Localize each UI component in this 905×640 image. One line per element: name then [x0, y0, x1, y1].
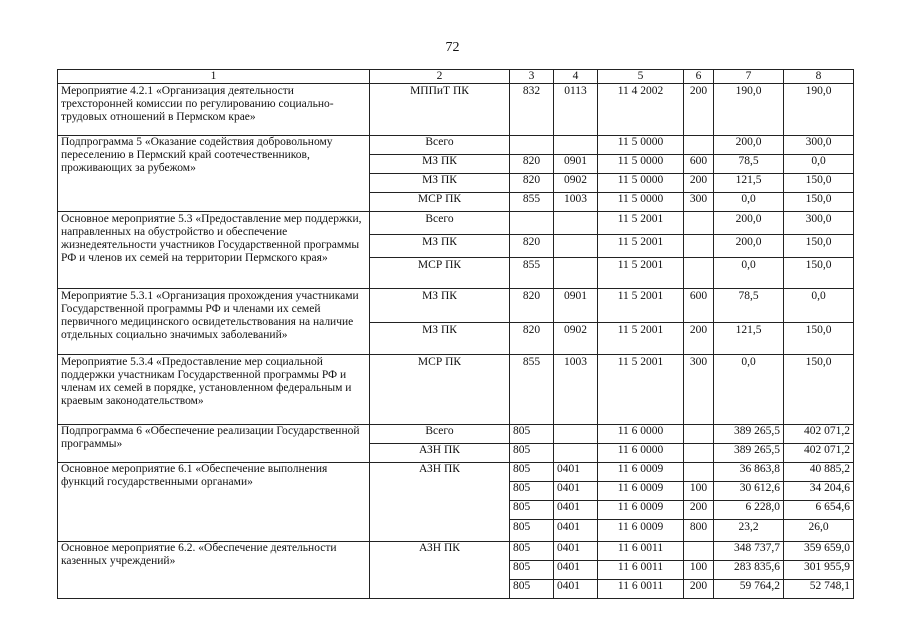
section-cell [554, 258, 598, 289]
row-name: Мероприятие 4.2.1 «Организация деятельности трехсторонней комиссии по регулированию социально-трудовых отношений в Пермском крае» [58, 84, 370, 136]
target-cell: 11 5 0000 [598, 155, 684, 174]
grbs-cell: 855 [510, 258, 554, 289]
value-cell: 0,0 [784, 155, 854, 174]
value-cell: 6 654,6 [784, 501, 854, 520]
value-cell: 301 955,9 [784, 561, 854, 580]
owner-cell: МППиТ ПК [370, 84, 510, 136]
row-name: Основное мероприятие 5.3 «Предоставление мер поддержки, направленных на обустройство и обеспечение жизнедеятельности участников Государственной программы РФ и членов их семей на территории Пермского края» [58, 212, 370, 289]
type-cell [684, 425, 714, 444]
type-cell [684, 235, 714, 258]
table-row [58, 463, 854, 482]
type-cell: 200 [684, 174, 714, 193]
section-cell: 0901 [554, 289, 598, 323]
value-cell: 78,5 [714, 289, 784, 323]
value-cell: 59 764,2 [714, 580, 784, 599]
type-cell: 100 [684, 482, 714, 501]
header-cell: 7 [714, 70, 784, 84]
grbs-cell: 820 [510, 174, 554, 193]
value-cell: 0,0 [714, 355, 784, 425]
header-cell: 3 [510, 70, 554, 84]
section-cell: 0401 [554, 561, 598, 580]
grbs-cell: 820 [510, 155, 554, 174]
value-cell: 200,0 [714, 136, 784, 155]
owner-cell: МСР ПК [370, 355, 510, 425]
target-cell: 11 5 2001 [598, 355, 684, 425]
type-cell: 200 [684, 84, 714, 136]
value-cell: 150,0 [784, 323, 854, 355]
owner-cell: МЗ ПК [370, 289, 510, 323]
owner-cell: Всего [370, 136, 510, 155]
target-cell: 11 6 0011 [598, 561, 684, 580]
value-cell: 78,5 [714, 155, 784, 174]
grbs-cell: 805 [510, 520, 554, 542]
section-cell [554, 212, 598, 235]
table-row [58, 355, 854, 425]
grbs-cell: 855 [510, 193, 554, 212]
value-cell: 36 863,8 [714, 463, 784, 482]
value-cell: 348 737,7 [714, 542, 784, 561]
type-cell: 200 [684, 580, 714, 599]
type-cell: 300 [684, 355, 714, 425]
type-cell: 600 [684, 289, 714, 323]
table-row [58, 136, 854, 155]
budget-table [57, 69, 854, 599]
grbs-cell: 805 [510, 425, 554, 444]
value-cell: 150,0 [784, 174, 854, 193]
type-cell [684, 463, 714, 482]
grbs-cell [510, 136, 554, 155]
table-row [58, 84, 854, 136]
value-cell: 389 265,5 [714, 444, 784, 463]
grbs-cell: 820 [510, 235, 554, 258]
owner-cell: МЗ ПК [370, 235, 510, 258]
section-cell: 0113 [554, 84, 598, 136]
type-cell: 800 [684, 520, 714, 542]
value-cell: 52 748,1 [784, 580, 854, 599]
owner-cell: МСР ПК [370, 193, 510, 212]
value-cell: 190,0 [714, 84, 784, 136]
grbs-cell: 805 [510, 501, 554, 520]
grbs-cell: 855 [510, 355, 554, 425]
target-cell: 11 6 0009 [598, 520, 684, 542]
row-name: Подпрограмма 6 «Обеспечение реализации Государственной программы» [58, 425, 370, 463]
grbs-cell: 805 [510, 542, 554, 561]
value-cell: 359 659,0 [784, 542, 854, 561]
header-cell: 4 [554, 70, 598, 84]
section-cell [554, 136, 598, 155]
owner-cell: МЗ ПК [370, 174, 510, 193]
row-name: Мероприятие 5.3.4 «Предоставление мер социальной поддержки участникам Государственной программы РФ и членам их семей в порядке, установленном федеральным и краевым законодательством» [58, 355, 370, 425]
header-cell: 6 [684, 70, 714, 84]
type-cell [684, 444, 714, 463]
owner-cell: Всего [370, 212, 510, 235]
target-cell: 11 5 2001 [598, 323, 684, 355]
section-cell: 0401 [554, 542, 598, 561]
value-cell: 150,0 [784, 193, 854, 212]
row-name: Подпрограмма 5 «Оказание содействия добровольному переселению в Пермский край соотечественников, проживающих за рубежом» [58, 136, 370, 212]
target-cell: 11 6 0000 [598, 444, 684, 463]
target-cell: 11 4 2002 [598, 84, 684, 136]
target-cell: 11 5 0000 [598, 136, 684, 155]
target-cell: 11 5 0000 [598, 174, 684, 193]
section-cell [554, 235, 598, 258]
type-cell: 200 [684, 501, 714, 520]
section-cell: 1003 [554, 355, 598, 425]
value-cell: 40 885,2 [784, 463, 854, 482]
owner-cell: АЗН ПК [370, 542, 510, 599]
grbs-cell: 805 [510, 580, 554, 599]
target-cell: 11 6 0009 [598, 482, 684, 501]
section-cell: 1003 [554, 193, 598, 212]
owner-cell: МСР ПК [370, 258, 510, 289]
type-cell [684, 258, 714, 289]
type-cell: 200 [684, 323, 714, 355]
type-cell: 300 [684, 193, 714, 212]
target-cell: 11 6 0000 [598, 425, 684, 444]
header-cell: 8 [784, 70, 854, 84]
owner-cell: Всего [370, 425, 510, 444]
type-cell [684, 212, 714, 235]
value-cell: 23,2 [714, 520, 784, 542]
owner-cell: МЗ ПК [370, 155, 510, 174]
value-cell: 34 204,6 [784, 482, 854, 501]
value-cell: 190,0 [784, 84, 854, 136]
grbs-cell: 820 [510, 289, 554, 323]
grbs-cell: 805 [510, 561, 554, 580]
owner-cell: МЗ ПК [370, 323, 510, 355]
section-cell: 0401 [554, 520, 598, 542]
value-cell: 300,0 [784, 212, 854, 235]
target-cell: 11 5 2001 [598, 235, 684, 258]
value-cell: 0,0 [714, 258, 784, 289]
section-cell [554, 425, 598, 444]
target-cell: 11 6 0009 [598, 501, 684, 520]
grbs-cell: 832 [510, 84, 554, 136]
section-cell: 0401 [554, 463, 598, 482]
row-name: Мероприятие 5.3.1 «Организация прохождения участниками Государственной программы РФ и членами их семей первичного медицинского освидетельствования на наличие отдельных социально значимых заболеваний» [58, 289, 370, 355]
section-cell: 0902 [554, 174, 598, 193]
value-cell: 150,0 [784, 355, 854, 425]
value-cell: 150,0 [784, 258, 854, 289]
type-cell: 600 [684, 155, 714, 174]
section-cell: 0401 [554, 482, 598, 501]
page-number: 72 [445, 40, 460, 55]
type-cell [684, 542, 714, 561]
section-cell: 0401 [554, 501, 598, 520]
table-row [58, 289, 854, 323]
value-cell: 200,0 [714, 235, 784, 258]
value-cell: 402 071,2 [784, 425, 854, 444]
row-name: Основное мероприятие 6.1 «Обеспечение выполнения функций государственными органами» [58, 463, 370, 542]
type-cell [684, 136, 714, 155]
section-cell [554, 444, 598, 463]
header-cell: 5 [598, 70, 684, 84]
owner-cell: АЗН ПК [370, 463, 510, 542]
table-row [58, 542, 854, 561]
grbs-cell [510, 212, 554, 235]
table-header-row [58, 70, 854, 84]
type-cell: 100 [684, 561, 714, 580]
grbs-cell: 820 [510, 323, 554, 355]
value-cell: 283 835,6 [714, 561, 784, 580]
table-row [58, 425, 854, 444]
target-cell: 11 5 2001 [598, 289, 684, 323]
value-cell: 150,0 [784, 235, 854, 258]
table-row [58, 212, 854, 235]
value-cell: 389 265,5 [714, 425, 784, 444]
value-cell: 200,0 [714, 212, 784, 235]
target-cell: 11 6 0011 [598, 542, 684, 561]
value-cell: 121,5 [714, 323, 784, 355]
section-cell: 0901 [554, 155, 598, 174]
target-cell: 11 5 2001 [598, 212, 684, 235]
value-cell: 30 612,6 [714, 482, 784, 501]
section-cell: 0401 [554, 580, 598, 599]
value-cell: 402 071,2 [784, 444, 854, 463]
value-cell: 6 228,0 [714, 501, 784, 520]
grbs-cell: 805 [510, 463, 554, 482]
target-cell: 11 5 0000 [598, 193, 684, 212]
grbs-cell: 805 [510, 444, 554, 463]
value-cell: 0,0 [714, 193, 784, 212]
target-cell: 11 6 0011 [598, 580, 684, 599]
value-cell: 300,0 [784, 136, 854, 155]
value-cell: 0,0 [784, 289, 854, 323]
header-cell: 2 [370, 70, 510, 84]
value-cell: 121,5 [714, 174, 784, 193]
section-cell: 0902 [554, 323, 598, 355]
header-cell: 1 [58, 70, 370, 84]
row-name: Основное мероприятие 6.2. «Обеспечение деятельности казенных учреждений» [58, 542, 370, 599]
owner-cell: АЗН ПК [370, 444, 510, 463]
value-cell: 26,0 [784, 520, 854, 542]
target-cell: 11 6 0009 [598, 463, 684, 482]
grbs-cell: 805 [510, 482, 554, 501]
target-cell: 11 5 2001 [598, 258, 684, 289]
